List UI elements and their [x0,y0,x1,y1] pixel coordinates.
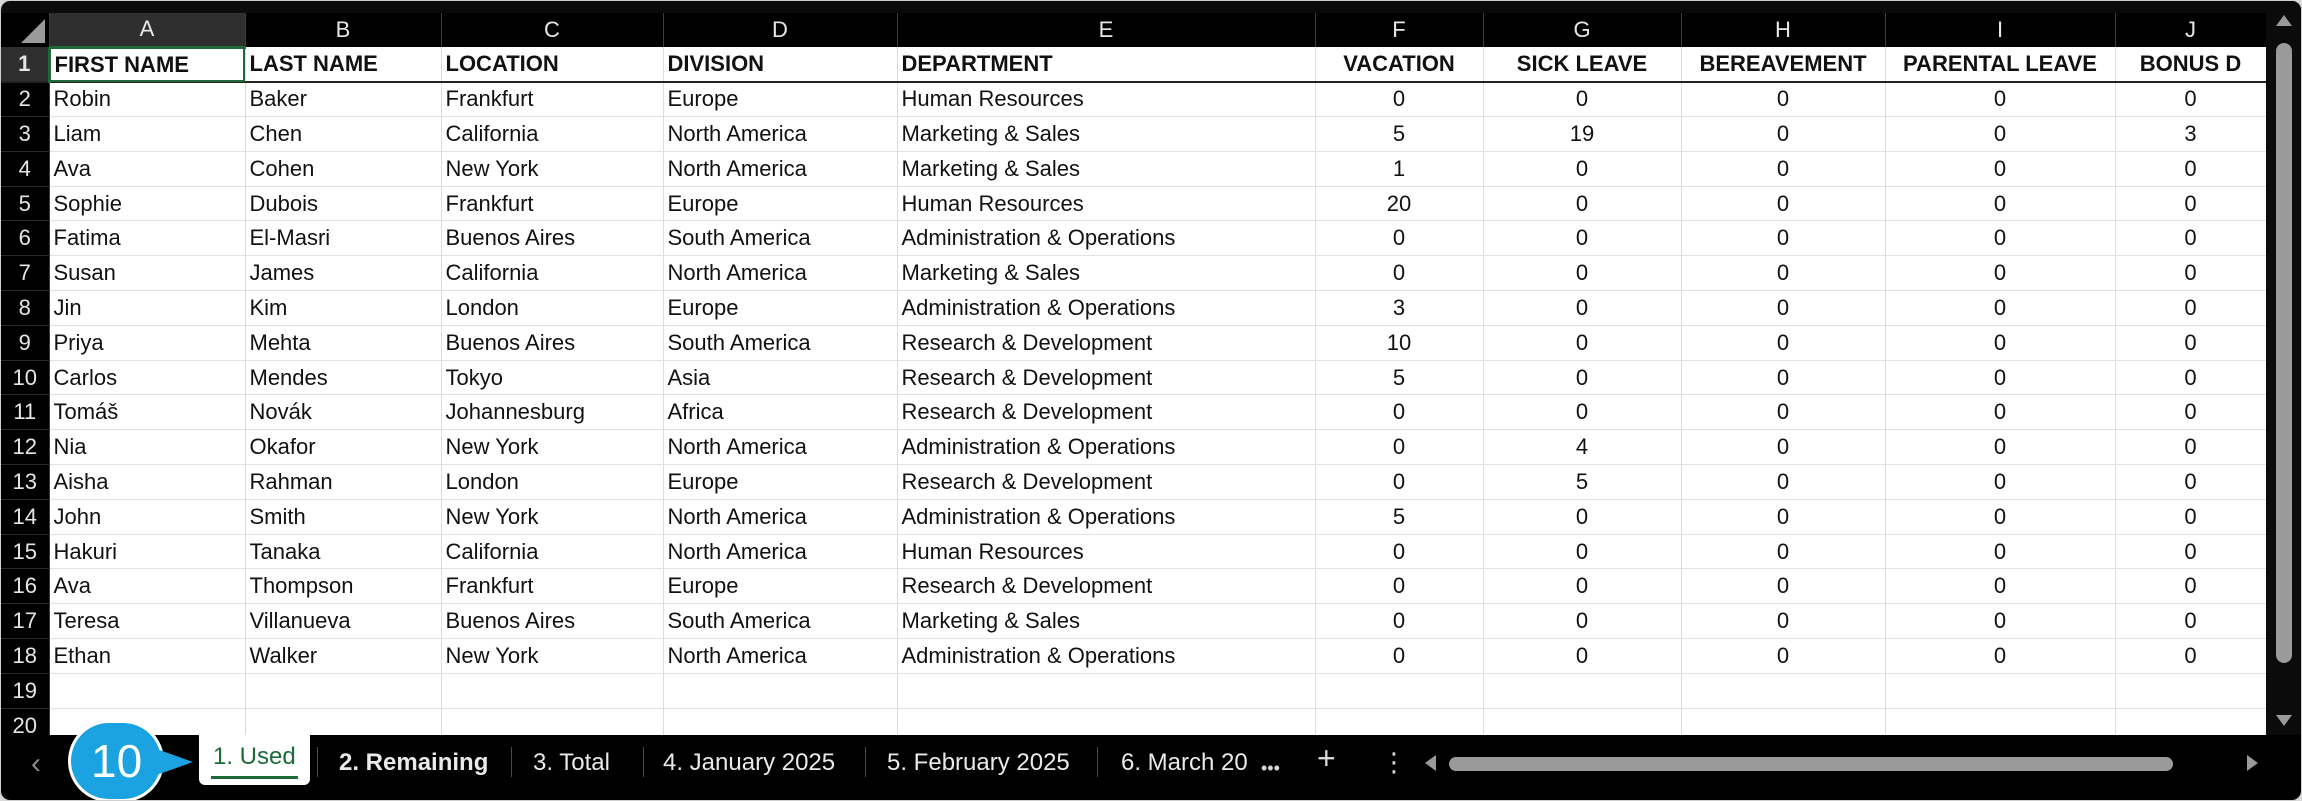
cell[interactable]: 0 [2115,325,2266,360]
tab-divider [643,747,644,777]
cell[interactable]: 0 [2115,221,2266,256]
row-number[interactable]: 18 [1,639,49,674]
row-number[interactable]: 3 [1,117,49,152]
header-cell[interactable]: PARENTAL LEAVE [1885,47,2115,82]
cell[interactable]: Chen [245,117,441,152]
cell[interactable]: 0 [1885,499,2115,534]
cell[interactable]: 0 [1681,534,1885,569]
cell[interactable]: Tanaka [245,534,441,569]
cell[interactable]: 0 [1681,604,1885,639]
header-cell[interactable]: LAST NAME [245,47,441,82]
column-header-c[interactable]: C [441,13,663,47]
scroll-up-icon[interactable] [2276,15,2292,26]
cell[interactable]: Baker [245,82,441,117]
cell[interactable]: 0 [1315,639,1483,674]
cell[interactable]: North America [663,256,897,291]
cell[interactable]: Administration & Operations [897,499,1315,534]
row-number[interactable]: 2 [1,82,49,117]
empty-cell[interactable] [1885,708,2115,735]
empty-cell[interactable] [897,673,1315,708]
cell[interactable]: Research & Development [897,465,1315,500]
cell[interactable]: 0 [1885,291,2115,326]
row-number[interactable]: 13 [1,465,49,500]
scroll-left-icon[interactable] [1425,755,1436,771]
cell[interactable]: 0 [1681,186,1885,221]
cell[interactable]: Europe [663,465,897,500]
cell[interactable]: 0 [2115,186,2266,221]
cell[interactable]: Europe [663,82,897,117]
cell[interactable]: North America [663,430,897,465]
cell[interactable]: 0 [1315,82,1483,117]
cell[interactable]: New York [441,430,663,465]
cell[interactable]: 0 [2115,465,2266,500]
cell[interactable]: North America [663,151,897,186]
cell[interactable]: Ethan [49,639,245,674]
cell[interactable]: California [441,534,663,569]
cell[interactable]: Europe [663,186,897,221]
horizontal-scroll-thumb[interactable] [1449,757,2173,771]
cell[interactable]: Mendes [245,360,441,395]
empty-cell[interactable] [245,673,441,708]
row-number[interactable]: 8 [1,291,49,326]
cell[interactable]: 0 [1681,395,1885,430]
cell[interactable]: 0 [1315,604,1483,639]
tab-label: 1. Used [213,743,296,770]
empty-cell[interactable] [441,673,663,708]
cell[interactable]: 5 [1315,117,1483,152]
cell[interactable]: 0 [1315,534,1483,569]
cell[interactable]: 0 [1483,569,1681,604]
cell[interactable]: 0 [1483,639,1681,674]
cell[interactable]: Susan [49,256,245,291]
table-row [1,325,2266,360]
cell[interactable]: El-Masri [245,221,441,256]
cell[interactable]: 0 [1681,82,1885,117]
cell[interactable]: South America [663,325,897,360]
cell[interactable]: Marketing & Sales [897,117,1315,152]
cell[interactable]: 0 [1681,325,1885,360]
cell[interactable]: 5 [1483,465,1681,500]
cell[interactable]: 0 [1315,256,1483,291]
cell[interactable]: 20 [1315,186,1483,221]
table-row [1,395,2266,430]
cell[interactable]: 0 [1483,604,1681,639]
cell[interactable]: Smith [245,499,441,534]
column-header-j[interactable]: J [2115,13,2266,47]
row-number[interactable]: 10 [1,360,49,395]
cell[interactable]: Europe [663,569,897,604]
table-row [1,673,2266,708]
step-callout-badge: 10 [71,723,161,799]
cell[interactable]: 0 [1885,186,2115,221]
empty-cell[interactable] [1681,673,1885,708]
cell[interactable]: 1 [1315,151,1483,186]
cell[interactable]: Novák [245,395,441,430]
cell[interactable]: 0 [1681,360,1885,395]
cell[interactable]: 0 [1483,360,1681,395]
empty-cell[interactable] [245,708,441,735]
empty-cell[interactable] [1315,673,1483,708]
cell[interactable]: 0 [1483,151,1681,186]
column-header-b[interactable]: B [245,13,441,47]
cell[interactable]: Fatima [49,221,245,256]
cell[interactable]: 0 [1681,256,1885,291]
row-number[interactable]: 19 [1,673,49,708]
tab-divider [511,747,512,777]
cell[interactable]: Administration & Operations [897,221,1315,256]
table-row [1,291,2266,326]
table-row [1,708,2266,735]
cell[interactable]: North America [663,499,897,534]
cell[interactable]: 0 [1315,569,1483,604]
table-row [1,534,2266,569]
empty-cell[interactable] [1885,673,2115,708]
tab-march-2025[interactable]: 6. March 20 [1121,749,1248,776]
cell[interactable]: 0 [2115,499,2266,534]
cell[interactable]: 0 [1885,569,2115,604]
cell[interactable]: Robin [49,82,245,117]
cell[interactable]: Human Resources [897,82,1315,117]
cell[interactable]: Liam [49,117,245,152]
table-row [1,151,2266,186]
cell[interactable]: North America [663,534,897,569]
cell[interactable]: New York [441,151,663,186]
cell[interactable]: 5 [1315,499,1483,534]
cell[interactable]: Teresa [49,604,245,639]
tab-january-2025[interactable]: 4. January 2025 [663,749,836,776]
cell[interactable]: Johannesburg [441,395,663,430]
cell[interactable]: Marketing & Sales [897,604,1315,639]
tab-february-2025[interactable]: 5. February 2025 [887,749,1070,776]
cell[interactable]: 0 [2115,82,2266,117]
cell[interactable]: 0 [1681,291,1885,326]
sheet-tab-bar [1,735,2302,801]
cell[interactable]: Nia [49,430,245,465]
empty-cell[interactable] [663,708,897,735]
cell[interactable]: Kim [245,291,441,326]
header-cell[interactable]: BEREAVEMENT [1681,47,1885,82]
cell[interactable]: 0 [2115,360,2266,395]
table-row [1,221,2266,256]
cell[interactable]: 0 [1681,465,1885,500]
more-tabs-icon[interactable]: ••• [1261,758,1280,778]
column-header-i[interactable]: I [1885,13,2115,47]
cell[interactable]: 0 [1483,221,1681,256]
table-row [1,569,2266,604]
empty-cell[interactable] [1681,708,1885,735]
cell[interactable]: 0 [1885,360,2115,395]
cell[interactable]: Research & Development [897,395,1315,430]
cell[interactable]: Asia [663,360,897,395]
cell[interactable]: Thompson [245,569,441,604]
cell[interactable]: 0 [1885,465,2115,500]
row-number[interactable]: 11 [1,395,49,430]
cell[interactable]: Carlos [49,360,245,395]
cell[interactable]: California [441,117,663,152]
cell[interactable]: 0 [1885,82,2115,117]
cell[interactable]: 0 [2115,151,2266,186]
empty-cell[interactable] [897,708,1315,735]
cell[interactable]: 0 [1681,569,1885,604]
column-header-d[interactable]: D [663,13,897,47]
cell[interactable]: Frankfurt [441,186,663,221]
cell[interactable]: South America [663,604,897,639]
cell[interactable]: 0 [1681,639,1885,674]
cell[interactable]: Administration & Operations [897,430,1315,465]
column-header-row [1,13,2266,47]
cell[interactable]: 0 [2115,569,2266,604]
cell[interactable]: Research & Development [897,569,1315,604]
cell[interactable]: Ava [49,151,245,186]
cell[interactable]: 19 [1483,117,1681,152]
sheet-header-row [1,47,2266,82]
cell[interactable]: 0 [1885,221,2115,256]
table-row [1,499,2266,534]
callout-pointer-icon [151,747,193,777]
column-header-g[interactable]: G [1483,13,1681,47]
column-header-e[interactable]: E [897,13,1315,47]
row-number[interactable]: 7 [1,256,49,291]
vertical-scrollbar[interactable] [2266,1,2302,735]
row-number[interactable]: 16 [1,569,49,604]
cell[interactable]: 0 [1681,499,1885,534]
empty-cell[interactable] [441,708,663,735]
cell[interactable]: 0 [1681,430,1885,465]
cell[interactable]: Jin [49,291,245,326]
tab-divider [865,747,866,777]
cell[interactable]: 0 [1483,395,1681,430]
vertical-scroll-thumb[interactable] [2276,43,2292,663]
cell[interactable]: 0 [2115,604,2266,639]
cell[interactable]: 0 [1483,82,1681,117]
cell[interactable]: Okafor [245,430,441,465]
empty-cell[interactable] [1483,708,1681,735]
cell[interactable]: 3 [1315,291,1483,326]
cell[interactable]: Frankfurt [441,82,663,117]
empty-cell[interactable] [2115,708,2266,735]
cell[interactable]: 0 [1885,639,2115,674]
cell[interactable]: Villanueva [245,604,441,639]
table-row [1,430,2266,465]
cell[interactable]: 5 [1315,360,1483,395]
row-number[interactable]: 15 [1,534,49,569]
active-tab-underline [211,776,298,779]
column-header-f[interactable]: F [1315,13,1483,47]
cell[interactable]: Sophie [49,186,245,221]
cell[interactable]: 0 [1885,325,2115,360]
empty-cell[interactable] [2115,673,2266,708]
sheet-options-icon[interactable]: ⋮ [1381,747,1407,777]
cell[interactable]: Tomáš [49,395,245,430]
cell[interactable]: 0 [1885,151,2115,186]
scroll-down-icon[interactable] [2276,715,2292,726]
cell[interactable]: Cohen [245,151,441,186]
column-header-h[interactable]: H [1681,13,1885,47]
cell[interactable]: 0 [2115,430,2266,465]
cell[interactable]: 0 [1885,395,2115,430]
tab-used[interactable] [199,735,310,785]
cell[interactable]: 0 [2115,256,2266,291]
cell[interactable]: 0 [1483,325,1681,360]
cell[interactable]: 0 [1315,395,1483,430]
cell[interactable]: Rahman [245,465,441,500]
cell[interactable]: Europe [663,291,897,326]
cell[interactable]: Priya [49,325,245,360]
cell[interactable]: Aisha [49,465,245,500]
header-cell[interactable]: DIVISION [663,47,897,82]
cell[interactable]: 0 [1315,465,1483,500]
cell[interactable]: Research & Development [897,325,1315,360]
cell[interactable]: 0 [2115,534,2266,569]
cell[interactable]: 0 [1483,534,1681,569]
table-row [1,604,2266,639]
cell[interactable]: Research & Development [897,360,1315,395]
chevron-left-icon[interactable]: ‹ [31,747,41,780]
select-all-icon [21,19,45,43]
cell[interactable]: 0 [1885,534,2115,569]
cell[interactable]: 0 [1483,256,1681,291]
cell[interactable]: North America [663,639,897,674]
cell[interactable]: 0 [1315,221,1483,256]
cell[interactable]: Ava [49,569,245,604]
header-cell[interactable]: DEPARTMENT [897,47,1315,82]
cell[interactable]: 0 [1315,430,1483,465]
empty-cell[interactable] [1483,673,1681,708]
cell[interactable]: Frankfurt [441,569,663,604]
scroll-right-icon[interactable] [2247,755,2258,771]
row-number[interactable]: 4 [1,151,49,186]
cell[interactable]: Walker [245,639,441,674]
table-row [1,82,2266,117]
cell[interactable]: Buenos Aires [441,604,663,639]
cell[interactable]: 0 [1483,186,1681,221]
table-row [1,117,2266,152]
column-header-a[interactable]: A [49,13,245,47]
select-all-corner[interactable] [1,13,49,47]
header-cell[interactable]: SICK LEAVE [1483,47,1681,82]
cell[interactable]: Hakuri [49,534,245,569]
cell[interactable]: 0 [1681,151,1885,186]
cell[interactable]: 3 [2115,117,2266,152]
cell[interactable]: Africa [663,395,897,430]
cell[interactable]: 0 [2115,395,2266,430]
cell[interactable]: 0 [1483,291,1681,326]
header-cell[interactable]: FIRST NAME [49,47,245,82]
cell[interactable]: California [441,256,663,291]
row-number[interactable]: 6 [1,221,49,256]
cell[interactable]: 0 [1885,117,2115,152]
row-number[interactable]: 14 [1,499,49,534]
cell[interactable]: London [441,465,663,500]
tab-divider [1097,747,1098,777]
sheet-table [1,13,2266,735]
cell[interactable]: Human Resources [897,186,1315,221]
table-row [1,256,2266,291]
header-cell[interactable]: LOCATION [441,47,663,82]
cell[interactable]: 0 [2115,291,2266,326]
row-number[interactable]: 20 [1,708,49,735]
cell[interactable]: London [441,291,663,326]
table-row [1,186,2266,221]
table-row [1,639,2266,674]
row-number[interactable]: 5 [1,186,49,221]
cell[interactable]: Dubois [245,186,441,221]
cell[interactable]: 4 [1483,430,1681,465]
tab-divider [317,747,318,777]
tab-remaining[interactable]: 2. Remaining [339,749,489,776]
cell[interactable]: North America [663,117,897,152]
cell[interactable]: Administration & Operations [897,291,1315,326]
table-row [1,465,2266,500]
table-row [1,360,2266,395]
cell[interactable]: Human Resources [897,534,1315,569]
empty-cell[interactable] [1315,708,1483,735]
cell[interactable]: 0 [1681,221,1885,256]
cell[interactable]: 0 [2115,639,2266,674]
cell[interactable]: 0 [1483,499,1681,534]
cell[interactable]: Administration & Operations [897,639,1315,674]
cell[interactable]: Marketing & Sales [897,151,1315,186]
cell[interactable]: New York [441,639,663,674]
cell[interactable]: 0 [1885,604,2115,639]
worksheet-grid[interactable] [1,13,2266,735]
empty-cell[interactable] [663,673,897,708]
row-number[interactable]: 17 [1,604,49,639]
cell[interactable]: 0 [1681,117,1885,152]
cell[interactable]: Buenos Aires [441,221,663,256]
header-cell[interactable]: BONUS D [2115,47,2266,82]
cell[interactable]: 10 [1315,325,1483,360]
cell[interactable]: Marketing & Sales [897,256,1315,291]
sheet-body [1,47,2266,735]
cell[interactable]: New York [441,499,663,534]
cell[interactable]: 0 [1885,430,2115,465]
cell[interactable]: John [49,499,245,534]
header-cell[interactable]: VACATION [1315,47,1483,82]
cell[interactable]: Tokyo [441,360,663,395]
empty-cell[interactable] [49,673,245,708]
cell[interactable]: James [245,256,441,291]
add-sheet-icon[interactable]: + [1317,740,1336,776]
cell[interactable]: South America [663,221,897,256]
row-number[interactable]: 9 [1,325,49,360]
tab-total[interactable]: 3. Total [533,749,610,776]
cell[interactable]: Buenos Aires [441,325,663,360]
row-number[interactable]: 1 [1,47,49,82]
cell[interactable]: 0 [1885,256,2115,291]
row-number[interactable]: 12 [1,430,49,465]
cell[interactable]: Mehta [245,325,441,360]
